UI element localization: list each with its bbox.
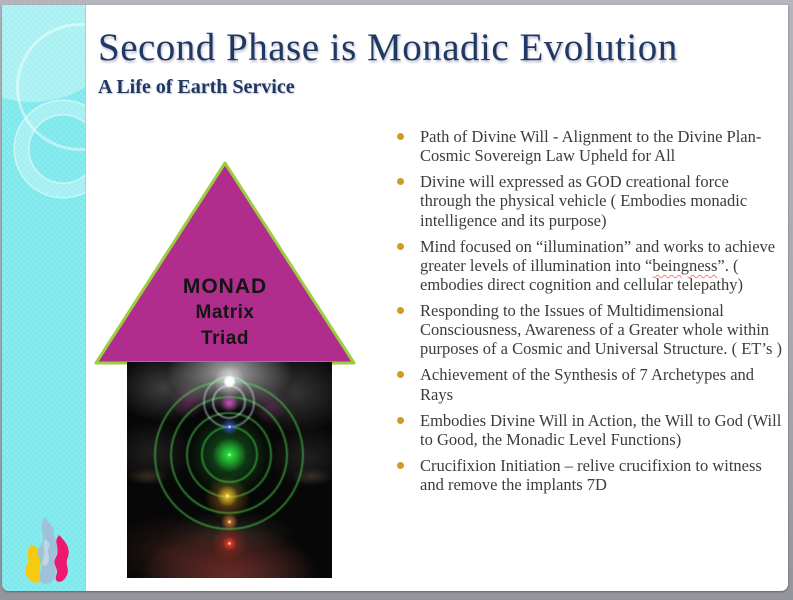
bullet-text: Mind focused on “illumination” and works to achieve greater levels of illumination into “ [420,236,776,275]
bullet-item [390,172,782,229]
bullet-list [390,127,782,501]
slide-title: Second Phase is Monadic Evolution [98,26,678,69]
triangle-label-line2: Matrix [195,302,255,323]
bullet-item [390,127,782,165]
bullet-text: Achievement of the Synthesis of 7 Archetypes and Rays [420,365,755,404]
bullet-text: Divine will expressed as GOD creational force through the physical vehicle ( Embodies monadic intelligence and its purpose) [420,172,748,230]
bullet-item [390,365,782,403]
bullet-text: Path of Divine Will - Alignment to the Divine Plan-Cosmic Sovereign Law Upheld for All [420,127,762,166]
bullet-text: ”. ( embodies direct cognition and cellular telepathy) [420,255,744,294]
bullet-text: Embodies Divine Will in Action, the Will to God (Will to Good, the Monadic Level Functions) [420,410,782,449]
bullet-text: Responding to the Issues of Multidimensional Consciousness, Awareness of a Greater whole within purposes of a Cosmic and Universal Structure. ( ET’s ) [420,301,783,359]
title-block [98,25,678,99]
misspelled-word: beingness [652,255,718,275]
bullet-item [390,456,782,494]
bullet-item [390,301,782,358]
chakra-figure-image [127,362,332,578]
bullet-item [390,411,782,449]
chakra-glow-layer [127,362,332,578]
triangle-label [91,273,359,352]
triangle-label-line1: MONAD [182,275,268,298]
triangle-label-line3: Triad [201,328,249,349]
bullet-item [390,237,782,294]
slide-canvas [2,5,788,591]
sidebar-decoration [2,5,86,591]
monad-triangle [91,157,359,367]
bullet-text: Crucifixion Initiation – relive crucifixion to witness and remove the implants 7D [420,455,762,494]
flame-logo-icon [18,513,72,591]
slide-subtitle: A Life of Earth Service [98,75,295,98]
